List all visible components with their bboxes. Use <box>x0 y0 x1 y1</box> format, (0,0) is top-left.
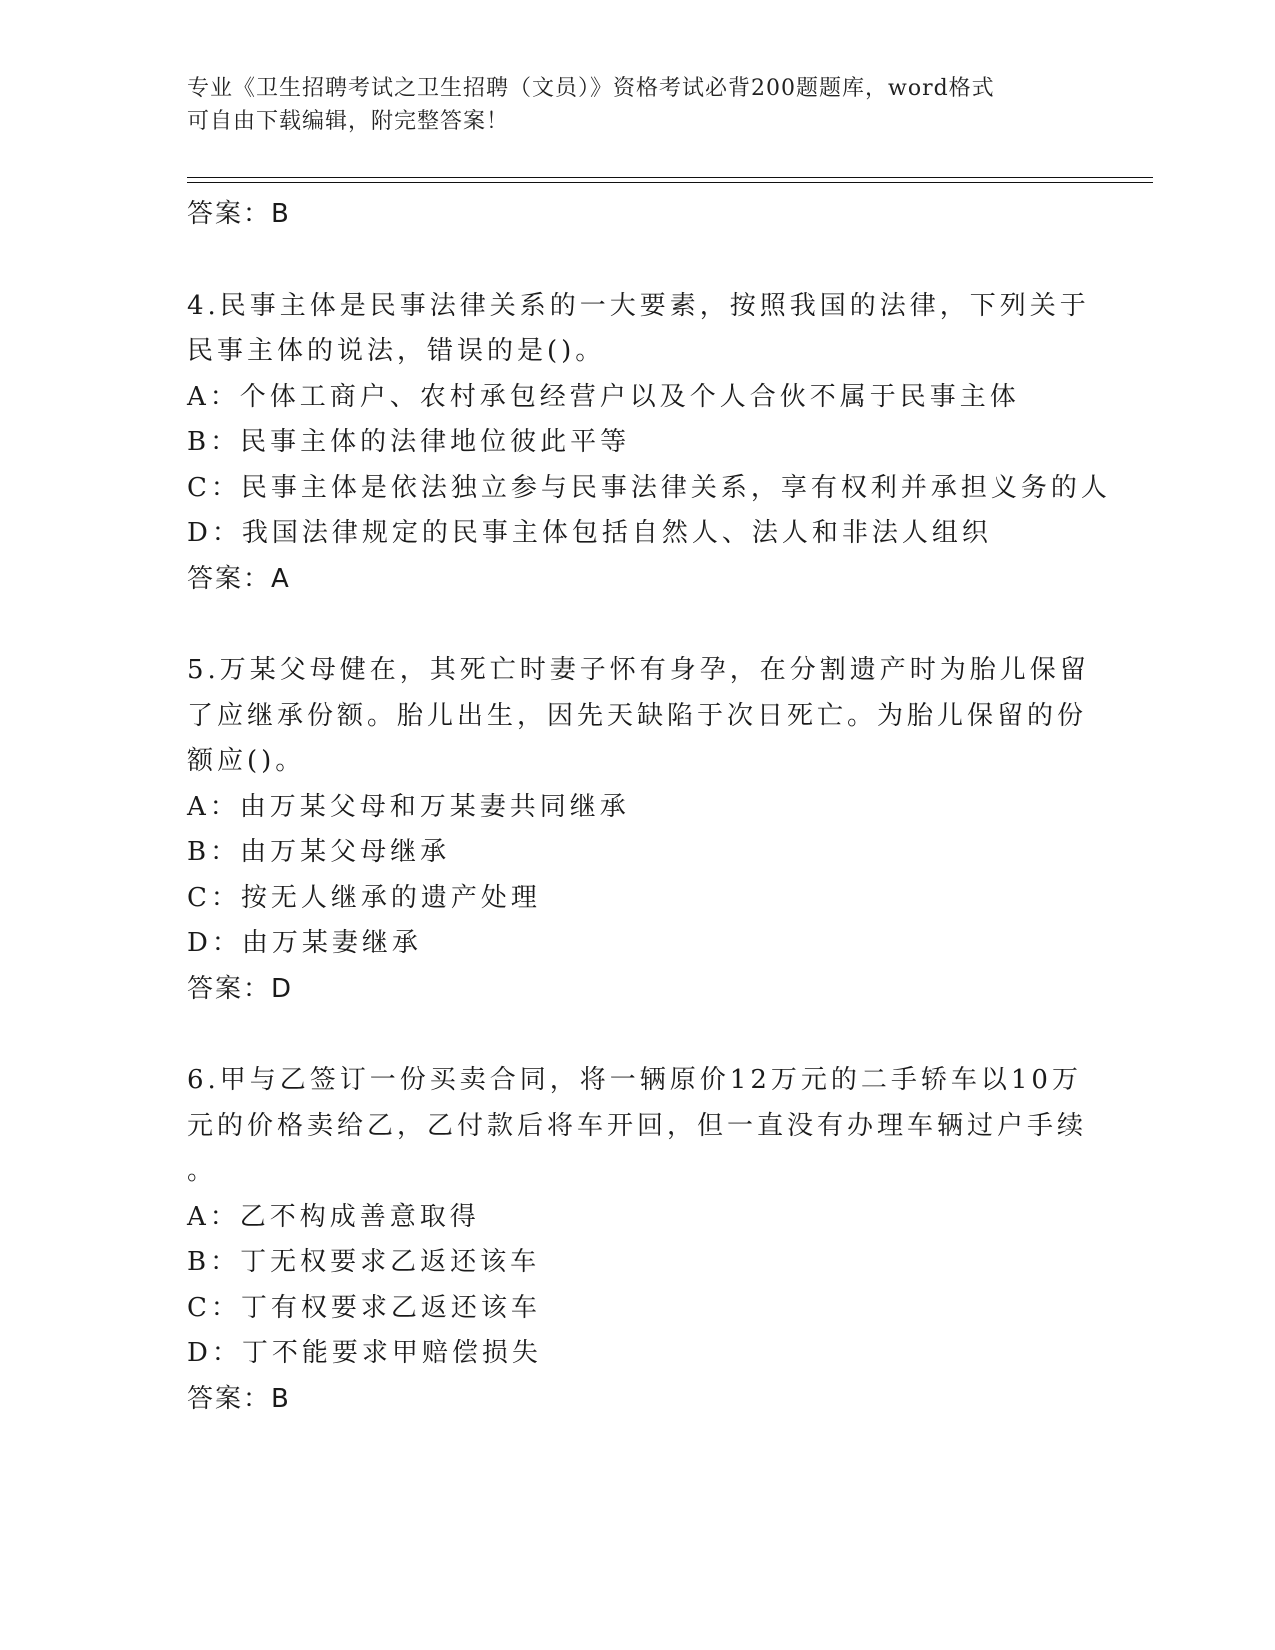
answer-label: 答案：B <box>187 1383 291 1414</box>
option-d: D：由万某妻继承 <box>187 928 422 958</box>
option-a: A：个体工商户、农村承包经营户以及个人合伙不属于民事主体 <box>187 381 1020 412</box>
answer-label: 答案：D <box>187 973 294 1004</box>
option-a: A：由万某父母和万某妻共同继承 <box>187 791 630 822</box>
header-divider-top <box>187 177 1153 178</box>
answer-label: 答案：A <box>187 563 291 594</box>
question-stem-line: 民事主体的说法，错误的是()。 <box>187 336 606 366</box>
question-4 <box>187 284 1111 603</box>
previous-answer: 答案：B <box>187 199 291 229</box>
question-stem-line: 元的价格卖给乙，乙付款后将车开回，但一直没有办理车辆过户手续 <box>187 1110 1088 1141</box>
question-stem-line: 。 <box>187 1156 218 1186</box>
question-stem-line: 额应()。 <box>187 746 306 776</box>
option-d: D：我国法律规定的民事主体包括自然人、法人和非法人组织 <box>187 518 992 548</box>
document-header <box>187 72 1067 138</box>
option-b: B：丁无权要求乙返还该车 <box>187 1247 541 1277</box>
option-d: D：丁不能要求甲赔偿损失 <box>187 1338 542 1368</box>
question-6 <box>187 1058 1087 1422</box>
question-stem-line: 4.民事主体是民事法律关系的一大要素，按照我国的法律，下列关于 <box>187 290 1090 321</box>
option-c: C：丁有权要求乙返还该车 <box>187 1292 541 1323</box>
question-stem-line: 5.万某父母健在，其死亡时妻子怀有身孕，在分割遗产时为胎儿保留 <box>187 655 1090 685</box>
option-b: B：由万某父母继承 <box>187 837 451 867</box>
option-b: B：民事主体的法律地位彼此平等 <box>187 427 631 457</box>
option-a: A：乙不构成善意取得 <box>187 1201 480 1232</box>
question-stem-line: 6.甲与乙签订一份买卖合同，将一辆原价12万元的二手轿车以10万 <box>187 1065 1082 1095</box>
document-body <box>187 192 1111 1422</box>
header-line-1: 专业《卫生招聘考试之卫生招聘（文员）》资格考试必背200题题库，word格式 <box>187 76 995 101</box>
header-line-2: 可自由下载编辑，附完整答案！ <box>187 109 510 134</box>
option-c: C：按无人继承的遗产处理 <box>187 882 541 913</box>
header-divider-bottom <box>187 182 1153 183</box>
question-stem-line: 了应继承份额。胎儿出生，因先天缺陷于次日死亡。为胎儿保留的份 <box>187 700 1088 731</box>
question-5 <box>187 648 1090 1012</box>
option-c: C：民事主体是依法独立参与民事法律关系，享有权利并承担义务的人 <box>187 472 1111 503</box>
